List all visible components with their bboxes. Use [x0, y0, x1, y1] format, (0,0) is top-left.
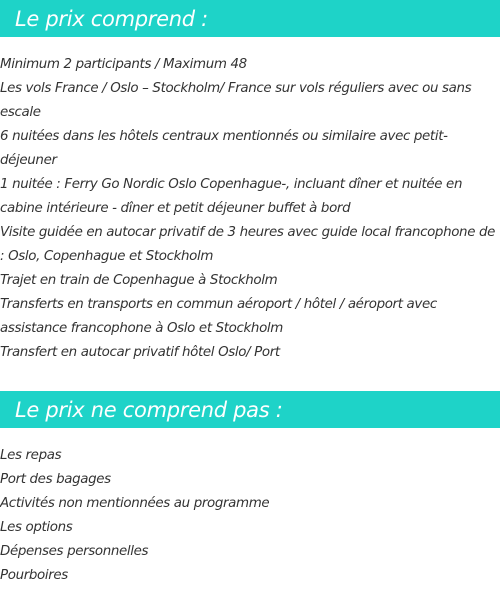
list-item: Les repas: [0, 448, 62, 463]
list-item: Transferts en transports en commun aéroport / hôtel / aéroport avec assistance francophone à Oslo et Stockholm: [0, 297, 437, 336]
excluded-items-list: [0, 444, 500, 588]
excluded-section-title: Le prix ne comprend pas :: [15, 397, 283, 422]
included-section-title: Le prix comprend :: [15, 6, 208, 31]
list-item: Trajet en train de Copenhague à Stockholm: [0, 273, 278, 288]
list-item: Transfert en autocar privatif hôtel Oslo/ Port: [0, 345, 280, 360]
list-item: Pourboires: [0, 568, 68, 583]
included-section-header: [0, 0, 500, 37]
list-item: 6 nuitées dans les hôtels centraux mentionnés ou similaire avec petit-déjeuner: [0, 129, 448, 168]
included-items-list: [0, 53, 500, 365]
list-item: Visite guidée en autocar privatif de 3 heures avec guide local francophone de : Oslo, Copenhague et Stockholm: [0, 225, 496, 264]
list-item: Les vols France / Oslo – Stockholm/ France sur vols réguliers avec ou sans escale: [0, 81, 472, 120]
list-item: Dépenses personnelles: [0, 544, 149, 559]
excluded-section-header: [0, 391, 500, 428]
list-item: Activités non mentionnées au programme: [0, 496, 270, 511]
list-item: 1 nuitée : Ferry Go Nordic Oslo Copenhague-, incluant dîner et nuitée en cabine intérieure - dîner et petit déjeuner buffet à bord: [0, 177, 463, 216]
list-item: Minimum 2 participants / Maximum 48: [0, 57, 247, 72]
list-item: Port des bagages: [0, 472, 111, 487]
list-item: Les options: [0, 520, 73, 535]
